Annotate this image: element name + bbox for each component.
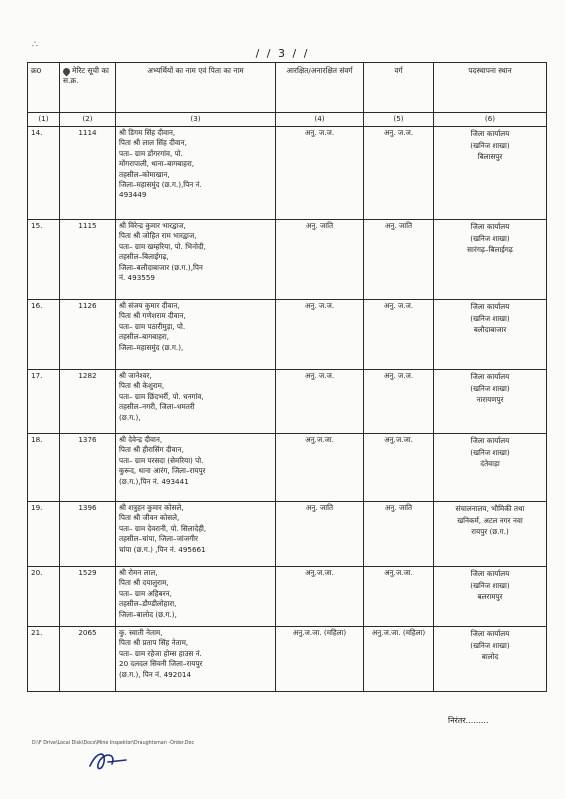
candidate-line: पता– ग्राम पठारीमुड़ा, पो.: [119, 321, 186, 331]
table-row: [28, 127, 547, 220]
candidate-line: तहसील–बिलाईगढ़,: [119, 252, 169, 262]
posting-line: नारायणपुर: [476, 395, 504, 404]
posting-cell: [434, 127, 547, 220]
header-row: [28, 63, 547, 113]
posting-line: जिला कार्यालय: [470, 222, 510, 231]
candidate-line: पता– ग्राम छिंदभर्री, पो. धनगांव,: [119, 391, 204, 401]
candidate-line: पता– ग्राम देवरानी, पो. सिलादेही,: [119, 523, 207, 533]
posting-line: जिला कार्यालय: [470, 302, 510, 311]
posting-cell: [434, 434, 547, 502]
table-row: [28, 567, 547, 627]
reservation-cell: अनु. जाति: [276, 220, 364, 300]
merit-cell: 1115: [60, 220, 116, 300]
table-row: [28, 220, 547, 300]
posting-cell: [434, 300, 547, 370]
table-row: [28, 370, 547, 434]
candidate-line: (छ.ग.),पिन नं. 493441: [119, 476, 189, 486]
merit-cell: 2065: [60, 627, 116, 692]
candidate-line: पिता श्री जीवन कोसले,: [119, 513, 180, 523]
posting-line: सारंगढ़–बिलाईगढ़: [467, 245, 513, 254]
posting-line: बलौदाबाजार: [473, 325, 507, 334]
signature-mark: [86, 748, 130, 774]
posting-line: (खनिज शाखा): [470, 447, 510, 457]
candidate-cell: [116, 627, 276, 692]
column-number: (3): [116, 113, 276, 127]
candidate-cell: [116, 434, 276, 502]
header-category: वर्ग: [364, 63, 434, 113]
posting-line: (खनिज शाखा): [470, 233, 510, 243]
reservation-cell: अनु. ज.ज.: [276, 300, 364, 370]
candidate-line: पिता श्री हीरासिंग दीवान,: [119, 445, 184, 455]
posting-cell: [434, 370, 547, 434]
category-cell: अनु. ज.ज.: [364, 300, 434, 370]
candidate-line: तहसील–चांपा, जिला–जांजगीर: [119, 534, 198, 544]
serial-cell: 17.: [28, 370, 60, 434]
serial-cell: 14.: [28, 127, 60, 220]
candidate-line: नं. 493559: [119, 273, 155, 283]
candidate-cell: [116, 220, 276, 300]
candidate-line: पिता श्री लाल सिंह दीवान,: [119, 138, 187, 148]
category-cell: अनु. जाति: [364, 502, 434, 567]
merit-cell: 1529: [60, 567, 116, 627]
serial-cell: 21.: [28, 627, 60, 692]
candidate-line: चांपा (छ.ग.) ,पिन नं. 495661: [119, 544, 206, 554]
candidate-line: श्री विरेन्द्र कुमार भारद्वाज,: [119, 221, 186, 230]
posting-line: बालोद: [481, 652, 499, 661]
category-cell: अनु.ज.जा. (महिला): [364, 627, 434, 692]
posting-line: (खनिज शाखा): [470, 580, 510, 590]
posting-line: रायपुर (छ.ग.): [471, 527, 509, 536]
candidate-line: पिता श्री प्रताप सिंह नेताम,: [119, 638, 189, 648]
category-cell: अनु.ज.जा.: [364, 434, 434, 502]
candidate-cell: [116, 370, 276, 434]
candidate-line: श्री डिगम सिंह दीवान,: [119, 128, 176, 137]
posting-line: (खनिज शाखा): [470, 313, 510, 323]
reservation-cell: अनु. ज.ज.: [276, 370, 364, 434]
serial-cell: 16.: [28, 300, 60, 370]
table-row: [28, 434, 547, 502]
posting-line: जिला कार्यालय: [470, 629, 510, 638]
reservation-cell: अनु. जाति: [276, 502, 364, 567]
candidate-line: मोंगरापाली, थाना–बागबाहरा,: [119, 159, 195, 169]
pin-icon: [62, 66, 72, 76]
candidate-cell: [116, 300, 276, 370]
posting-line: (खनिज शाखा): [470, 640, 510, 650]
candidate-line: कु. स्वाती नेताम,: [119, 628, 163, 637]
table-row: [28, 502, 547, 567]
candidate-line: श्री जानेश्वर,: [119, 371, 152, 380]
reservation-cell: अनु.ज.जा.: [276, 567, 364, 627]
category-cell: अनु.ज.जा.: [364, 567, 434, 627]
header-posting: पदस्थापना स्थान: [434, 63, 547, 113]
category-cell: अनु. ज.ज.: [364, 370, 434, 434]
posting-line: संचालनालय, भौमिकी तथा: [455, 504, 525, 513]
candidate-line: पिता श्री केशुराम,: [119, 381, 165, 391]
category-cell: अनु. जाति: [364, 220, 434, 300]
header-merit: मेरिट सूची का स.क्र.: [60, 63, 116, 113]
candidate-line: तहसील–डौण्डीलोहारा,: [119, 599, 177, 609]
posting-cell: [434, 627, 547, 692]
candidate-line: पता– ग्राम खम्हरिया, पो. भिनोदी,: [119, 241, 206, 251]
candidate-line: पिता श्री दयालुराम,: [119, 578, 169, 588]
candidate-line: पता– ग्राम परसदा (सेमरिया) पो.: [119, 455, 204, 465]
candidate-line: जिला–बालोद (छ.ग.),: [119, 609, 177, 619]
file-path: D:\F Drive\Local Disk\Docs\Mine Inspektor\Draughtsman -Order.Doc: [32, 741, 195, 746]
candidate-line: श्री शत्रुहन कुमार कोसले,: [119, 503, 184, 512]
candidate-line: (छ.ग.), पिन नं. 492014: [119, 669, 192, 679]
table-row: [28, 627, 547, 692]
candidate-line: 493449: [119, 190, 147, 200]
serial-cell: 15.: [28, 220, 60, 300]
posting-line: दंतेवाड़ा: [480, 459, 500, 468]
serial-cell: 19.: [28, 502, 60, 567]
table-row: [28, 300, 547, 370]
posting-cell: [434, 220, 547, 300]
category-cell: अनु. ज.ज.: [364, 127, 434, 220]
posting-line: जिला कार्यालय: [470, 372, 510, 381]
posting-line: बिलासपुर: [477, 152, 503, 161]
merit-cell: 1126: [60, 300, 116, 370]
header-serial: क्र0: [28, 63, 60, 113]
reservation-cell: अनु.ज.जा. (महिला): [276, 627, 364, 692]
posting-line: जिला कार्यालय: [470, 129, 510, 138]
table-body: [28, 127, 547, 692]
column-number: (5): [364, 113, 434, 127]
candidate-line: जिला–महासमुंद (छ.ग.),पिन नं.: [119, 180, 202, 190]
posting-line: जिला कार्यालय: [470, 569, 510, 578]
candidate-line: (छ.ग.),: [119, 412, 141, 422]
candidate-line: पिता श्री गणेशराम दीवान,: [119, 311, 186, 321]
merit-cell: 1376: [60, 434, 116, 502]
header-reservation: आरक्षित/अनारक्षित संवर्ग: [276, 63, 364, 113]
continued-note: निरंतर.........: [448, 716, 489, 725]
candidate-line: पिता श्री जोहित राम भारद्वाज,: [119, 231, 197, 241]
serial-cell: 20.: [28, 567, 60, 627]
reservation-cell: अनु. ज.ज.: [276, 127, 364, 220]
candidate-line: तहसील–नगरी, जिला–धमतरी: [119, 402, 195, 412]
column-number: (2): [60, 113, 116, 127]
merit-cell: 1114: [60, 127, 116, 220]
candidate-line: पता– ग्राम रहेजा होम्स हाउस नं.: [119, 648, 202, 658]
corner-mark: ∴: [32, 40, 38, 50]
candidate-line: कुरूद, थाना आरंग, जिला–रायपुर: [119, 466, 206, 476]
header-candidate-name: अभ्यर्थियों का नाम एवं पिता का नाम: [116, 63, 276, 113]
posting-line: (खनिज शाखा): [470, 140, 510, 150]
posting-cell: [434, 502, 547, 567]
posting-line: (खनिज शाखा): [470, 383, 510, 393]
candidate-line: 20 दलदल सिवनी जिला–रायपुर: [119, 659, 203, 669]
appointment-table: [27, 62, 547, 692]
column-number: (1): [28, 113, 60, 127]
candidate-line: जिला–महासमुंद (छ.ग.),: [119, 342, 184, 352]
column-number: (4): [276, 113, 364, 127]
serial-cell: 18.: [28, 434, 60, 502]
merit-cell: 1396: [60, 502, 116, 567]
posting-line: बलरामपुर: [477, 592, 503, 601]
candidate-line: पता– ग्राम अहिबरन,: [119, 588, 172, 598]
candidate-line: पता– ग्राम डोंगरगांव, पो.: [119, 148, 183, 158]
candidate-line: श्री देवेन्द्र दीवान,: [119, 435, 163, 444]
candidate-cell: [116, 567, 276, 627]
candidate-line: जिला–बलौदाबाजार (छ.ग.),पिन: [119, 262, 203, 272]
page-number: / / 3 / /: [255, 47, 310, 60]
candidate-cell: [116, 502, 276, 567]
candidate-line: श्री संजय कुमार दीवान,: [119, 301, 180, 310]
posting-cell: [434, 567, 547, 627]
candidate-line: श्री रोमन लाल,: [119, 568, 158, 577]
column-number: (6): [434, 113, 547, 127]
reservation-cell: अनु.ज.जा.: [276, 434, 364, 502]
posting-line: खनिकर्म, अटल नगर नवा: [457, 515, 523, 525]
merit-cell: 1282: [60, 370, 116, 434]
candidate-line: तहसील–कोमाखान,: [119, 169, 170, 179]
candidate-line: तहसील–बागबाहरा,: [119, 332, 169, 342]
posting-line: जिला कार्यालय: [470, 436, 510, 445]
candidate-cell: [116, 127, 276, 220]
column-number-row: [28, 113, 547, 127]
